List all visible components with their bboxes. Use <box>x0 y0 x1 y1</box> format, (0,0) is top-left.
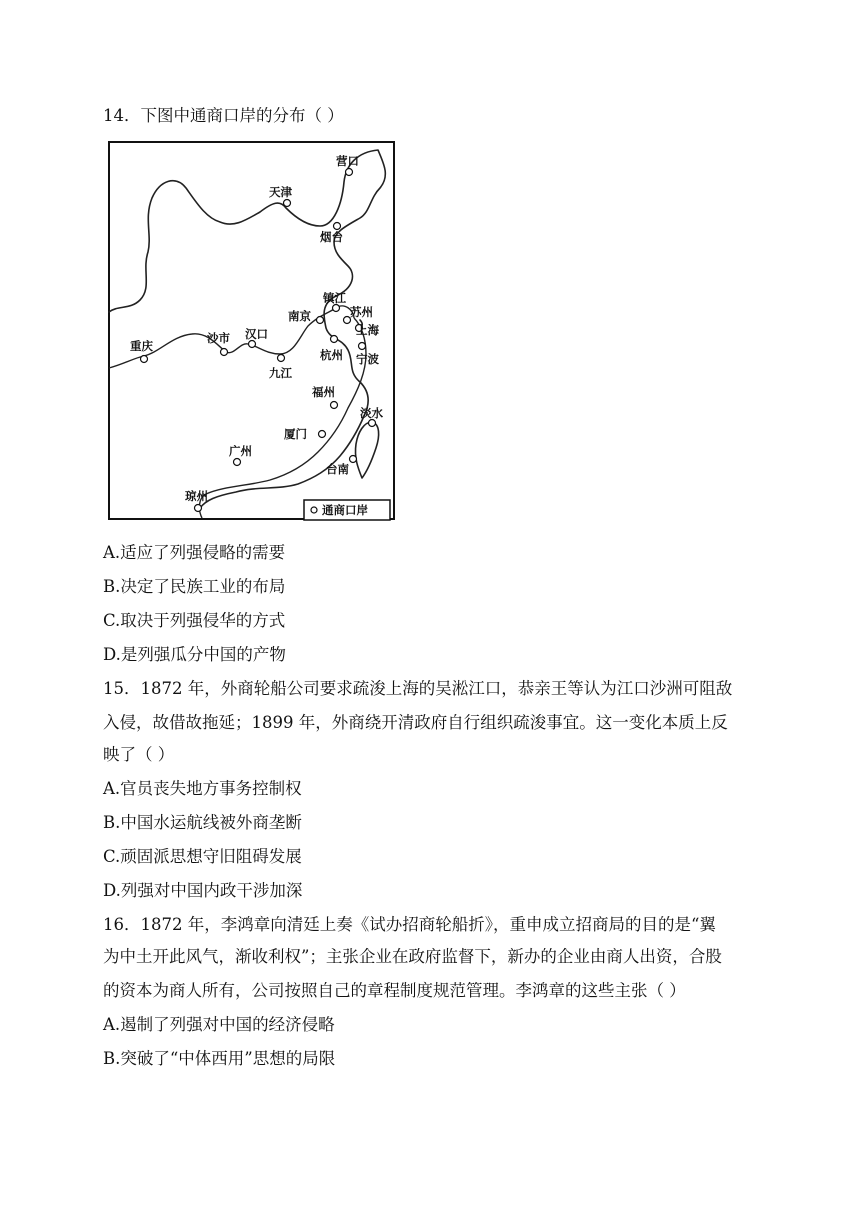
port-guangzhou-label: 广州 <box>229 444 252 458</box>
port-hangzhou-label: 杭州 <box>320 348 343 362</box>
port-nanjing-label: 南京 <box>288 309 311 323</box>
question-14-option-c: C.取决于列强侵华的方式 <box>103 611 286 630</box>
question-14-stem: 14．下图中通商口岸的分布（ ） <box>103 106 344 125</box>
question-16-stem-line-2: 为中土开此风气，渐收利权”；主张企业在政府监督下，新办的企业由商人出资，合股 <box>103 947 722 966</box>
port-jiujiang-label: 九江 <box>269 366 292 380</box>
question-15-option-d: D.列强对中国内政干涉加深 <box>103 881 303 900</box>
port-suzhou-label: 苏州 <box>350 305 373 319</box>
port-shanghai <box>356 323 380 337</box>
question-15-option-b: B.中国水运航线被外商垄断 <box>103 813 302 832</box>
port-yingkou-label: 营口 <box>336 154 359 168</box>
treaty-ports-map <box>108 140 396 522</box>
question-14-option-a: A.适应了列强侵略的需要 <box>103 543 286 562</box>
port-yantai-label: 烟台 <box>320 230 343 244</box>
port-ningbo-label: 宁波 <box>356 352 379 366</box>
question-16-option-b: B.突破了“中体西用”思想的局限 <box>103 1049 336 1068</box>
port-shanghai-label: 上海 <box>356 323 379 337</box>
map-legend-label: 通商口岸 <box>322 503 368 517</box>
question-15-option-a: A.官员丧失地方事务控制权 <box>103 779 302 798</box>
question-14-option-d: D.是列强瓜分中国的产物 <box>103 645 286 664</box>
question-15-stem-line-2: 入侵，故借故拖延；1899 年，外商绕开清政府自行组织疏浚事宜。这一变化本质上反 <box>103 713 728 732</box>
question-16-stem-line-1: 16．1872 年，李鸿章向清廷上奏《试办招商轮船折》，重申成立招商局的目的是“翼 <box>103 915 716 934</box>
port-fuzhou-label: 福州 <box>312 385 335 399</box>
port-hankou-label: 汉口 <box>245 327 268 341</box>
port-xiamen-label: 厦门 <box>284 427 307 441</box>
port-qiongzhou-label: 琼州 <box>185 489 208 503</box>
port-tainan-label: 台南 <box>326 462 349 476</box>
port-tianjin-label: 天津 <box>269 185 292 199</box>
port-chongqing-label: 重庆 <box>130 339 153 353</box>
port-danshui-label: 淡水 <box>360 406 383 420</box>
question-16-stem-line-3: 的资本为商人所有，公司按照自己的章程制度规范管理。李鸿章的这些主张（ ） <box>103 981 686 1000</box>
question-14-option-b: B.决定了民族工业的布局 <box>103 577 286 596</box>
question-15-stem-line-1: 15．1872 年，外商轮船公司要求疏浚上海的吴淞江口，恭亲王等认为江口沙洲可阻敌 <box>103 679 733 698</box>
port-shashi-label: 沙市 <box>207 331 230 345</box>
question-15-option-c: C.顽固派思想守旧阻碍发展 <box>103 847 302 866</box>
question-16-option-a: A.遏制了列强对中国的经济侵略 <box>103 1015 335 1034</box>
port-zhenjiang-label: 镇江 <box>323 291 346 305</box>
question-15-stem-line-3: 映了（ ） <box>103 745 175 764</box>
